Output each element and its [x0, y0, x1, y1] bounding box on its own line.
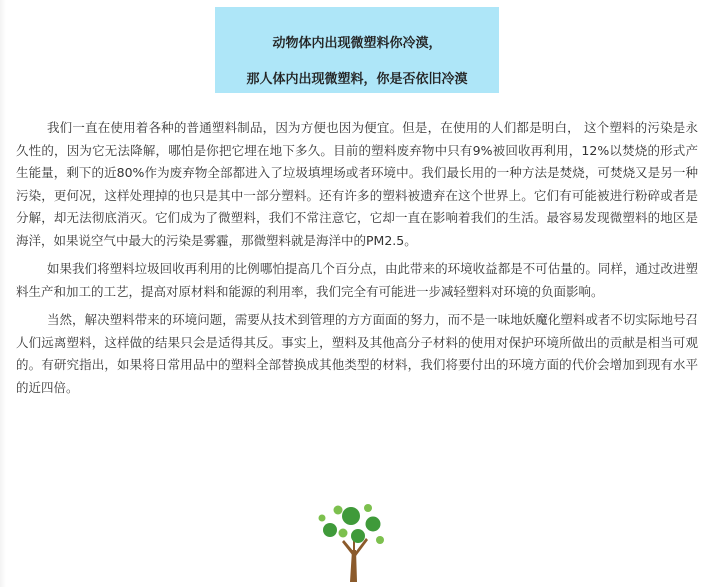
tree-trunk: [342, 536, 368, 582]
left-edge-shadow: [0, 0, 6, 587]
tree-icon: [316, 500, 390, 582]
leaf-3: [342, 507, 360, 525]
headline-line-2: 那人体内出现微塑料，你是否依旧冷漠: [246, 72, 468, 87]
leaf-9: [319, 515, 326, 522]
paragraph-2: 如果我们将塑料垃圾回收再利用的比例哪怕提高几个百分点，由此带来的环境收益都是不可估量的。同样，通过改进塑料生产和加工的工艺，提高对原材料和能源的利用率，我们完全有可能进一步减轻塑料对环境的负面影响。: [16, 261, 698, 299]
leaf-8: [376, 536, 384, 544]
leaf-4: [366, 517, 381, 532]
leaf-7: [339, 529, 348, 538]
leaf-5: [323, 523, 337, 537]
leaf-6: [351, 529, 365, 543]
headline-box: [215, 7, 499, 93]
leaf-1: [334, 506, 343, 515]
headline-line-1: 动物体内出现微塑料你冷漠，: [272, 36, 442, 51]
leaf-2: [364, 504, 372, 512]
paragraph-1: 我们一直在使用着各种的普通塑料制品，因为方便也因为便宜。但是，在使用的人们都是明白， 这个塑料的污染是永久性的，因为它无法降解，哪怕是你把它埋在地下多久。目前的塑料废弃物中只有9%被回收再利用，12%以焚烧的形式产生能量，剩下的近80%作为废弃物全部都进入了垃圾填埋场或者环境中。我们最长用的一种方法是焚烧，可焚烧又是另一种污染，更何况，这样处理掉的也只是其中一部分塑料。还有许多的塑料被遗弃在这个世界上。它们有可能被进行粉碎或者是分解，却无法彻底消灭。它们成为了微塑料，我们不常注意它，它却一直在影响着我们的生活。最容易发现微塑料的地区是海洋，如果说空气中最大的污染是雾霾，那微塑料就是海洋中的PM2.5。: [16, 120, 698, 248]
article-body: [16, 117, 698, 405]
paragraph-3: 当然，解决塑料带来的环境问题，需要从技术到管理的方方面面的努力，而不是一味地妖魔化塑料或者不切实际地号召人们远离塑料，这样做的结果只会是适得其反。事实上，塑料及其他高分子材料的使用对保护环境所做出的贡献是相当可观的。有研究指出，如果将日常用品中的塑料全部替换成其他类型的材料，我们将要付出的环境方面的代价会增加到现有水平的近四倍。: [16, 312, 698, 395]
